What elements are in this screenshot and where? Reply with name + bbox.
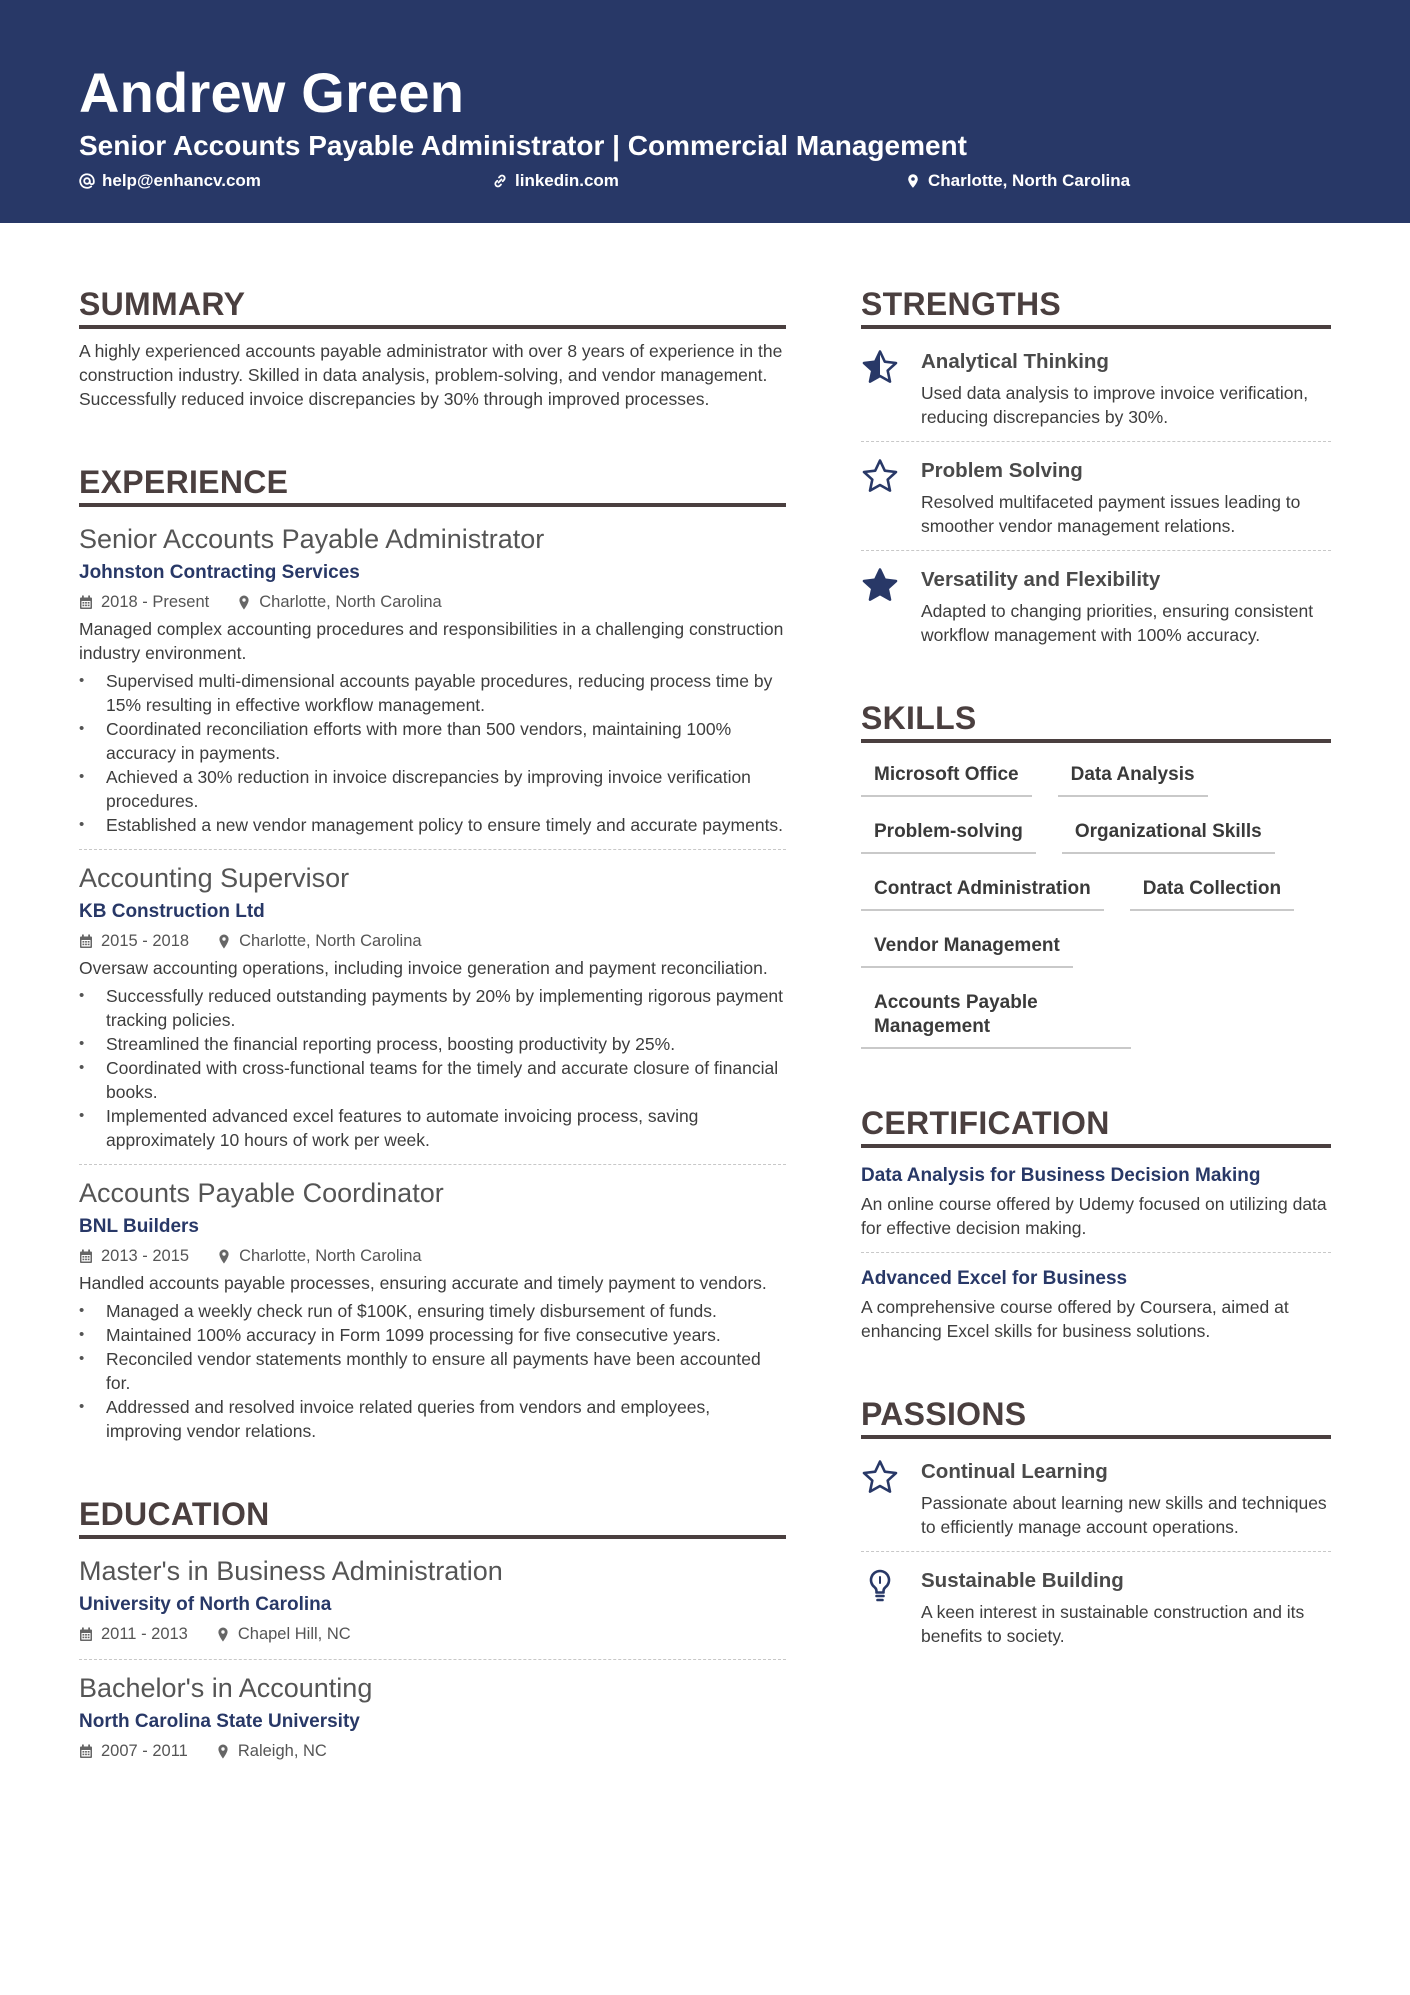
- job-meta: [79, 928, 786, 954]
- list-item: • Supervised multi-dimensional accounts payable procedures, reducing process time by 15% resulting in effective workflow management.: [79, 669, 786, 717]
- at-sign-icon: [79, 173, 95, 189]
- experience-section: [79, 463, 786, 1455]
- map-pin-icon: [237, 595, 251, 610]
- certification-text: An online course offered by Udemy focused on utilizing data for effective decision making.: [861, 1194, 1327, 1238]
- contact-location: [905, 171, 1130, 191]
- experience-entry: [79, 849, 786, 1164]
- education-entry: [79, 1659, 786, 1776]
- job-location: Charlotte, North Carolina: [239, 1247, 422, 1265]
- map-pin-icon: [217, 1249, 231, 1264]
- education-heading: EDUCATION: [79, 1495, 786, 1539]
- job-location: Charlotte, North Carolina: [259, 593, 442, 611]
- skill-tag: Organizational Skills: [1062, 816, 1275, 854]
- contact-email[interactable]: [79, 171, 261, 191]
- certification-section: [861, 1104, 1331, 1355]
- calendar-icon: [79, 595, 93, 610]
- degree-title: Bachelor's in Accounting: [79, 1673, 373, 1703]
- skills-list: [861, 759, 1331, 1068]
- map-pin-icon: [905, 173, 921, 189]
- list-item: • Achieved a 30% reduction in invoice discrepancies by improving invoice verification procedures.: [79, 765, 786, 813]
- job-description: Managed complex accounting procedures and responsibilities in a challenging construction industry environment.: [79, 619, 784, 663]
- skill-tag: Accounts Payable Management: [861, 987, 1131, 1049]
- passions-section: [861, 1395, 1331, 1660]
- education-section: [79, 1495, 786, 1776]
- skill-tag: Microsoft Office: [861, 759, 1032, 797]
- job-bullets: [79, 669, 786, 837]
- strength-item: [861, 550, 1331, 659]
- list-item: • Established a new vendor management policy to ensure timely and accurate payments.: [79, 813, 786, 837]
- strength-title: Analytical Thinking: [921, 350, 1109, 373]
- job-meta: [79, 589, 786, 615]
- passion-title: Sustainable Building: [921, 1569, 1124, 1592]
- job-bullets: [79, 1299, 786, 1443]
- star-outline-icon: [861, 1459, 899, 1495]
- education-entry: [79, 1553, 786, 1659]
- experience-entry: [79, 521, 786, 849]
- job-dates: 2015 - 2018: [101, 932, 190, 950]
- linkedin-text: linkedin.com: [515, 171, 619, 190]
- passion-text: A keen interest in sustainable construction and its benefits to society.: [921, 1602, 1305, 1646]
- list-item: • Maintained 100% accuracy in Form 1099 processing for five consecutive years.: [79, 1323, 786, 1347]
- strength-item: [861, 333, 1331, 441]
- skill-tag: Data Analysis: [1058, 759, 1208, 797]
- certification-item: [861, 1252, 1331, 1355]
- certification-heading: CERTIFICATION: [861, 1104, 1331, 1148]
- link-icon: [492, 173, 508, 189]
- strength-text: Resolved multifaceted payment issues leading to smoother vendor management relations.: [921, 492, 1301, 536]
- star-outline-icon: [861, 458, 899, 494]
- list-item: • Managed a weekly check run of $100K, ensuring timely disbursement of funds.: [79, 1299, 786, 1323]
- skills-heading: SKILLS: [861, 699, 1331, 743]
- job-dates: 2013 - 2015: [101, 1247, 190, 1265]
- star-filled-icon: [861, 567, 899, 603]
- passion-text: Passionate about learning new skills and techniques to efficiently manage account operations.: [921, 1493, 1327, 1537]
- school-name: North Carolina State University: [79, 1711, 360, 1732]
- skill-tag: Contract Administration: [861, 873, 1104, 911]
- lightbulb-icon: [861, 1568, 899, 1604]
- skill-tag: Vendor Management: [861, 930, 1073, 968]
- experience-heading: EXPERIENCE: [79, 463, 786, 507]
- job-description: Oversaw accounting operations, including invoice generation and payment reconciliation.: [79, 958, 768, 978]
- calendar-icon: [79, 934, 93, 949]
- passion-item: [861, 1443, 1331, 1551]
- list-item: • Streamlined the financial reporting process, boosting productivity by 25%.: [79, 1032, 786, 1056]
- list-item: • Reconciled vendor statements monthly to ensure all payments have been accounted for.: [79, 1347, 786, 1395]
- job-title: Accounting Supervisor: [79, 863, 350, 893]
- job-dates: 2018 - Present: [101, 593, 210, 611]
- calendar-icon: [79, 1744, 93, 1759]
- job-title: Senior Accounts Payable Administrator: [79, 524, 545, 554]
- skill-tag: Problem-solving: [861, 816, 1036, 854]
- star-half-icon: [861, 349, 899, 385]
- company-name: KB Construction Ltd: [79, 901, 265, 922]
- company-name: BNL Builders: [79, 1216, 200, 1237]
- list-item: • Coordinated reconciliation efforts with more than 500 vendors, maintaining 100% accuracy in payments.: [79, 717, 786, 765]
- resume-header: [0, 0, 1410, 223]
- job-location: Charlotte, North Carolina: [239, 932, 422, 950]
- calendar-icon: [79, 1627, 93, 1642]
- certification-text: A comprehensive course offered by Coursera, aimed at enhancing Excel skills for business solutions.: [861, 1297, 1289, 1341]
- job-description: Handled accounts payable processes, ensuring accurate and timely payment to vendors.: [79, 1273, 767, 1293]
- candidate-name: Andrew Green: [79, 61, 465, 124]
- degree-title: Master's in Business Administration: [79, 1556, 503, 1586]
- strength-item: [861, 441, 1331, 550]
- education-dates: 2007 - 2011: [101, 1742, 188, 1760]
- skill-tag: Data Collection: [1130, 873, 1294, 911]
- education-meta: [79, 1738, 786, 1764]
- education-dates: 2011 - 2013: [101, 1625, 188, 1643]
- location-text: Charlotte, North Carolina: [928, 171, 1131, 190]
- experience-entry: [79, 1164, 786, 1455]
- certification-title: Advanced Excel for Business: [861, 1268, 1128, 1289]
- passion-item: [861, 1551, 1331, 1660]
- strength-title: Problem Solving: [921, 459, 1083, 482]
- strengths-heading: STRENGTHS: [861, 285, 1331, 329]
- education-location: Raleigh, NC: [237, 1742, 327, 1760]
- summary-text: A highly experienced accounts payable administrator with over 8 years of experience in the construction industry. Skilled in data analysis, problem-solving, and vendor management. Successfully reduced invoice discrepancies by 30% through improved processes.: [79, 341, 783, 409]
- passions-heading: PASSIONS: [861, 1395, 1331, 1439]
- job-meta: [79, 1243, 786, 1269]
- map-pin-icon: [216, 1627, 230, 1642]
- school-name: University of North Carolina: [79, 1594, 332, 1615]
- skills-section: [861, 699, 1331, 1068]
- candidate-title: Senior Accounts Payable Administrator | Commercial Management: [79, 130, 967, 161]
- education-meta: [79, 1621, 786, 1647]
- summary-heading: SUMMARY: [79, 285, 786, 329]
- map-pin-icon: [216, 1744, 230, 1759]
- contact-linkedin[interactable]: [492, 171, 619, 191]
- list-item: • Addressed and resolved invoice related queries from vendors and employees, improving vendor relations.: [79, 1395, 786, 1443]
- strengths-section: [861, 285, 1331, 659]
- summary-section: [79, 285, 786, 411]
- right-column: [861, 285, 1331, 1660]
- education-location: Chapel Hill, NC: [237, 1625, 351, 1643]
- company-name: Johnston Contracting Services: [79, 562, 360, 583]
- passion-title: Continual Learning: [921, 1460, 1108, 1483]
- strength-text: Adapted to changing priorities, ensuring consistent workflow management with 100% accuracy.: [921, 601, 1314, 645]
- calendar-icon: [79, 1249, 93, 1264]
- list-item: • Coordinated with cross-functional teams for the timely and accurate closure of financial books.: [79, 1056, 786, 1104]
- left-column: [79, 285, 786, 1776]
- job-bullets: [79, 984, 786, 1152]
- strength-text: Used data analysis to improve invoice verification, reducing discrepancies by 30%.: [921, 383, 1309, 427]
- strength-title: Versatility and Flexibility: [921, 568, 1161, 591]
- job-title: Accounts Payable Coordinator: [79, 1178, 444, 1208]
- email-text: help@enhancv.com: [102, 171, 261, 190]
- certification-item: [861, 1150, 1331, 1252]
- map-pin-icon: [217, 934, 231, 949]
- certification-title: Data Analysis for Business Decision Making: [861, 1165, 1261, 1186]
- list-item: • Successfully reduced outstanding payments by 20% by implementing rigorous payment tracking policies.: [79, 984, 786, 1032]
- list-item: • Implemented advanced excel features to automate invoicing process, saving approximately 10 hours of work per week.: [79, 1104, 786, 1152]
